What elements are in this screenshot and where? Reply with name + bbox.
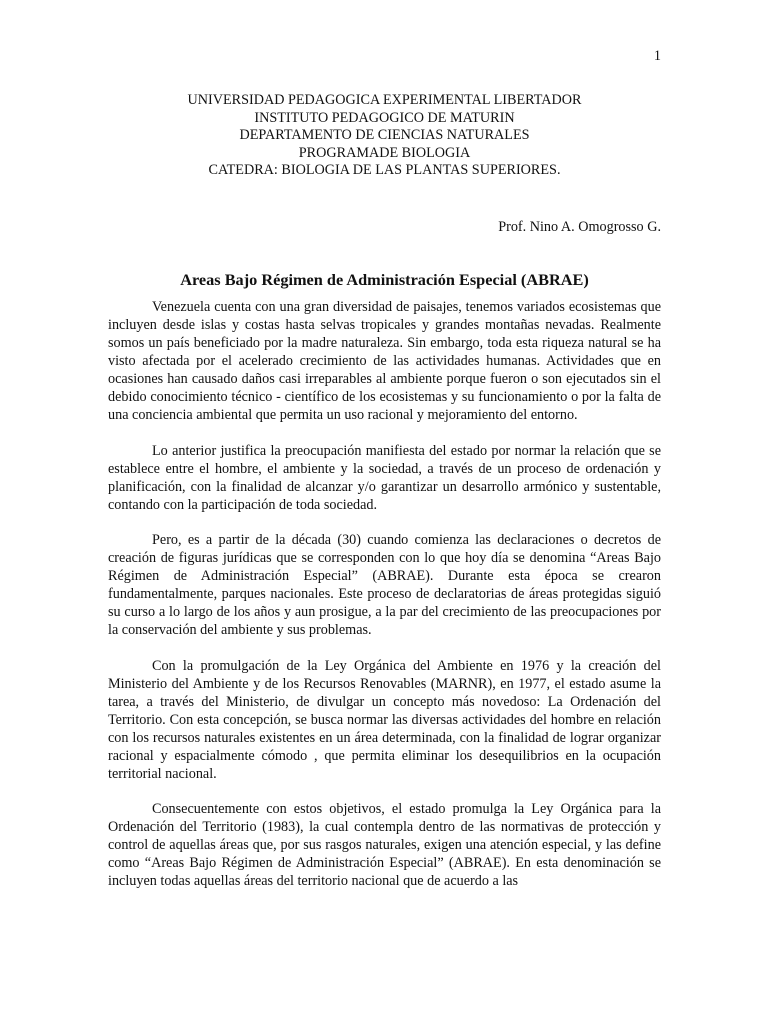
document-title: Areas Bajo Régimen de Administración Especial (ABRAE): [180, 270, 589, 289]
paragraph: Lo anterior justifica la preocupación manifiesta del estado por normar la relación que se establece entre el hombre, el ambiente y la sociedad, a través de un proceso de ordenación y planificación, con la finalidad de alcanzar y/o garantizar un desarrollo armónico y sustentable, contando con la participación de toda sociedad.: [108, 442, 661, 513]
paragraph: Con la promulgación de la Ley Orgánica del Ambiente en 1976 y la creación del Ministerio del Ambiente y de los Recursos Renovables (MARNR), en 1977, el estado asume la tarea, a través del Ministerio, de divulgar un concepto más novedoso: La Ordenación del Territorio. Con esta concepción, se busca normar las diversas actividades del hombre en relación con los recursos naturales existentes en un área determinada, con la finalidad de lograr organizar racional y espacialmente cómodo , que permita eliminar los desequilibrios en la ocupación territorial nacional.: [108, 657, 661, 782]
header-department: DEPARTAMENTO DE CIENCIAS NATURALES: [239, 127, 530, 143]
paragraph: Venezuela cuenta con una gran diversidad de paisajes, tenemos variados ecosistemas que incluyen desde islas y costas hasta selvas tropicales y grandes montañas nevadas. Realmente somos un país beneficiado por la madre naturaleza. Sin embargo, toda esta riqueza natural se ha visto afectada por el acelerado crecimiento de las actividades humanas. Actividades que en ocasiones han causado daños casi irreparables al ambiente porque fueron o son ejecutados sin el debido conocimiento técnico - científico de los ecosistemas y su funcionamiento o por la falta de una conciencia ambiental que permita un uso racional y mejoramiento del entorno.: [108, 299, 661, 423]
header-university: UNIVERSIDAD PEDAGOGICA EXPERIMENTAL LIBERTADOR: [187, 92, 582, 108]
paragraph: Consecuentemente con estos objetivos, el estado promulga la Ley Orgánica para la Ordenación del Territorio (1983), la cual contempla dentro de las normativas de protección y control de aquellas áreas que, por sus rasgos naturales, exigen una atención especial, y las define como “Areas Bajo Régimen de Administración Especial” (ABRAE). En esta denominación se incluyen todas aquellas áreas del territorio nacional que de acuerdo a las: [108, 801, 661, 889]
page-number: 1: [653, 48, 661, 64]
institution-header: [108, 92, 661, 180]
document-body: [108, 298, 661, 908]
header-institute: INSTITUTO PEDAGOGICO DE MATURIN: [254, 109, 515, 126]
header-program: PROGRAMADE BIOLOGIA: [298, 144, 471, 161]
header-course: CATEDRA: BIOLOGIA DE LAS PLANTAS SUPERIORES.: [208, 162, 561, 178]
author-line: Prof. Nino A. Omogrosso G.: [498, 219, 661, 235]
paragraph: Pero, es a partir de la década (30) cuando comienza las declaraciones o decretos de creación de figuras jurídicas que se corresponden con lo que hoy día se denomina “Areas Bajo Régimen de Administración Especial” (ABRAE). Durante esta época se crearon fundamentalmente, parques nacionales. Este proceso de declaratorias de áreas protegidas siguió su curso a lo largo de los años y aun prosigue, a la par del crecimiento de las preocupaciones por la conservación del ambiente y sus problemas.: [108, 532, 661, 638]
